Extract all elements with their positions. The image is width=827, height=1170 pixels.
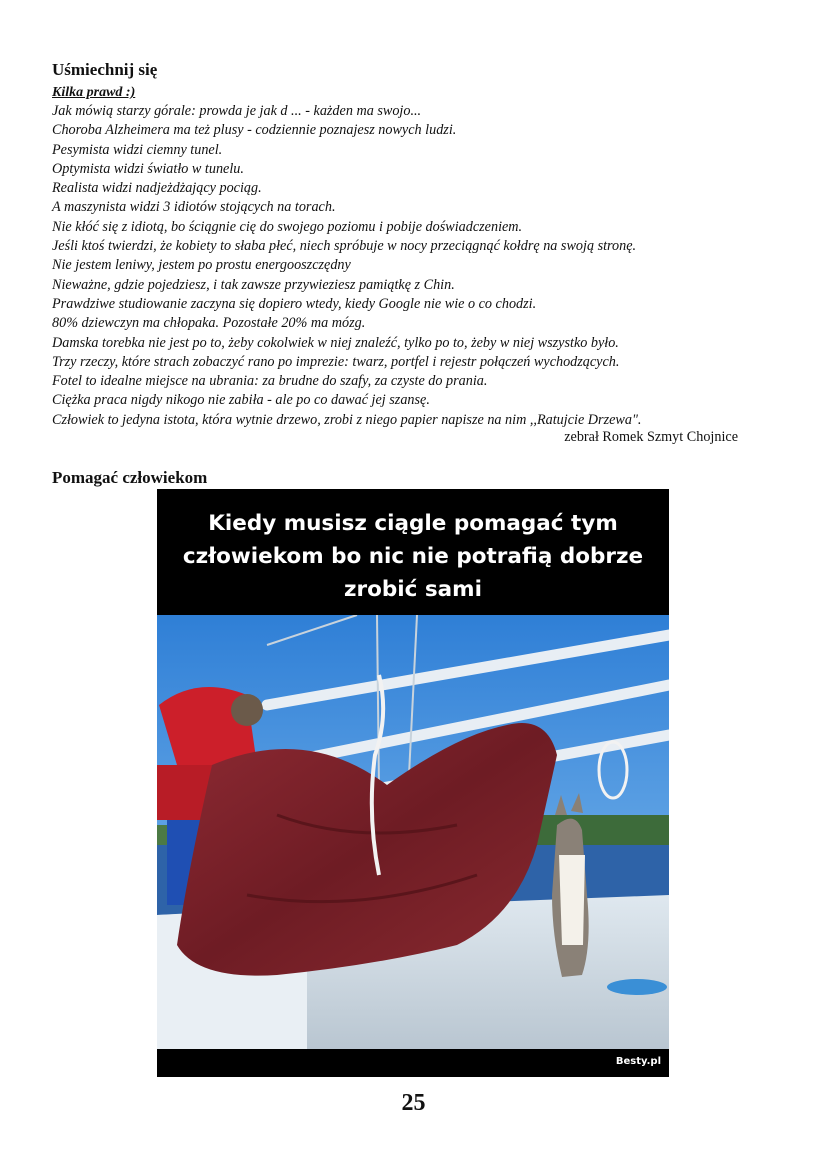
jokes-list — [52, 102, 772, 430]
joke-line: Realista widzi nadjeżdżający pociąg. — [52, 180, 262, 197]
joke-line: Pesymista widzi ciemny tunel. — [52, 141, 223, 158]
section-subtitle: Kilka prawd :) — [52, 85, 136, 100]
joke-line: Człowiek to jedyna istota, która wytnie drzewo, zrobi z niego papier napisze na nim ,,Ratujcie Drzewa". — [52, 411, 642, 428]
watermark: Besty.pl — [615, 1056, 661, 1067]
joke-line: 80% dziewczyn ma chłopaka. Pozostałe 20% ma mózg. — [52, 315, 366, 332]
section-title-smile: Uśmiechnij się — [52, 60, 158, 79]
joke-line: Jak mówią starzy górale: prowda je jak d ... - każden ma swojo... — [52, 103, 422, 119]
joke-line: Prawdziwe studiowanie zaczyna się dopiero wtedy, kiedy Google nie wie o co chodzi. — [52, 295, 537, 312]
meme-image — [157, 489, 669, 1077]
joke-line: Nie kłóć się z idiotą, bo ściągnie cię do swojego poziomu i pobije doświadczeniem. — [52, 218, 523, 235]
meme-caption: Kiedy musisz ciągle pomagać tym człowiekom bo nic nie potrafią dobrze zrobić sami — [182, 510, 644, 602]
sailboat-cat-photo — [157, 615, 669, 1049]
joke-line: Nieważne, gdzie pojedziesz, i tak zawsze przywieziesz pamiątkę z Chin. — [52, 276, 455, 293]
joke-line: Nie jestem leniwy, jestem po prostu energooszczędny — [52, 257, 351, 274]
section-title-helping: Pomagać człowiekom — [52, 468, 208, 487]
joke-line: Fotel to idealne miejsce na ubrania: za brudne do szafy, za czyste do prania. — [52, 373, 488, 390]
joke-line: Ciężka praca nigdy nikogo nie zabiła - ale po co dawać jej szansę. — [52, 392, 430, 409]
joke-line: Optymista widzi światło w tunelu. — [52, 160, 244, 177]
joke-line: Trzy rzeczy, które strach zobaczyć rano po imprezie: twarz, portfel i rejestr połączeń wychodzących. — [52, 353, 620, 370]
joke-line: A maszynista widzi 3 idiotów stojących na torach. — [52, 199, 336, 216]
joke-line: Jeśli ktoś twierdzi, że kobiety to słaba płeć, niech spróbuje w nocy przeciągnąć kołdrę na swoją stronę. — [52, 238, 637, 255]
meme-footer — [157, 1049, 669, 1077]
joke-line: Choroba Alzheimera ma też plusy - codziennie poznajesz nowych ludzi. — [52, 122, 457, 139]
page-number: 25 — [401, 1090, 426, 1116]
author-credit: zebrał Romek Szmyt Chojnice — [564, 429, 738, 445]
joke-line: Damska torebka nie jest po to, żeby cokolwiek w niej znaleźć, tylko po to, żeby w niej wszystko było. — [52, 334, 619, 351]
